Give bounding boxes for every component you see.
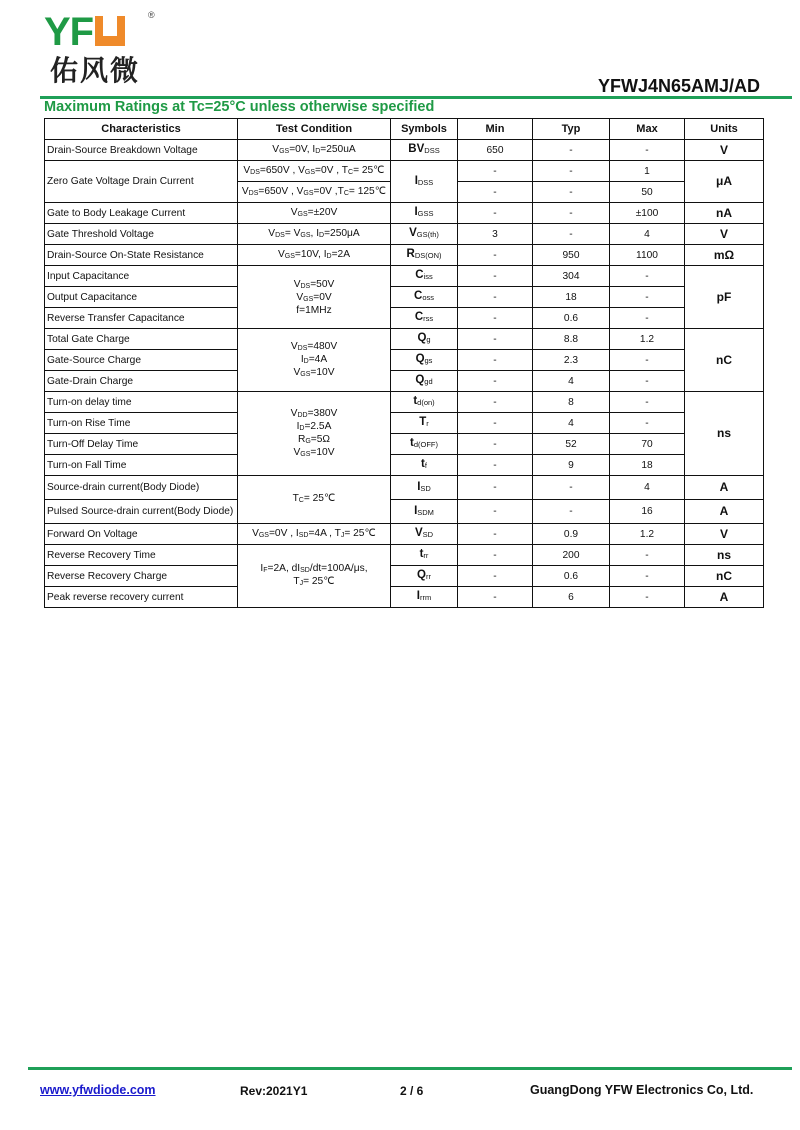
min-value-cell: - [458,329,533,350]
characteristic-cell: Zero Gate Voltage Drain Current [45,161,238,203]
part-number: YFWJ4N65AMJ/AD [597,76,760,96]
min-value-cell: - [458,203,533,224]
symbol-cell: $t_{rr}$ [391,545,458,566]
unit-cell: nA [685,203,764,224]
typ-value-cell: - [533,476,610,500]
symbol-cell: $BV_{DSS}$ [391,140,458,161]
max-value-cell: 1.2 [610,524,685,545]
test-condition-cell: $T_C=$ 25℃ [238,476,391,524]
unit-cell: V [685,224,764,245]
max-value-cell: - [610,587,685,608]
typ-value-cell: 9 [533,455,610,476]
symbol-cell: $C_{oss}$ [391,287,458,308]
column-header-max: Max [610,119,685,140]
symbol-cell: $R_{DS(ON)}$ [391,245,458,266]
typ-value-cell: 18 [533,287,610,308]
table-row [45,545,764,566]
characteristic-cell: Drain-Source Breakdown Voltage [45,140,238,161]
table-row [45,203,764,224]
characteristic-cell: Turn-on Rise Time [45,413,238,434]
page-number: 2 / 6 [400,1084,424,1098]
column-header-min: Min [458,119,533,140]
symbol-cell: $C_{iss}$ [391,266,458,287]
logo-orange-mark-icon [95,16,125,46]
section-title: Maximum Ratings at Tc=25°C unless otherwise specified [44,99,435,115]
unit-cell: V [685,524,764,545]
characteristic-cell: Forward On Voltage [45,524,238,545]
max-value-cell: 18 [610,455,685,476]
max-value-cell: 70 [610,434,685,455]
min-value-cell: - [458,500,533,524]
min-value-cell: - [458,392,533,413]
table-row [45,413,764,434]
max-value-cell: 1 [610,161,685,182]
table-row [45,224,764,245]
min-value-cell: 3 [458,224,533,245]
min-value-cell: - [458,476,533,500]
max-value-cell: ±100 [610,203,685,224]
max-value-cell: - [610,350,685,371]
min-value-cell: - [458,413,533,434]
symbol-cell: $I_{GSS}$ [391,203,458,224]
table-row [45,434,764,455]
min-value-cell: - [458,308,533,329]
characteristic-cell: Peak reverse recovery current [45,587,238,608]
table-row [45,266,764,287]
typ-value-cell: 0.6 [533,308,610,329]
table-header-row [45,119,764,140]
table-row [45,161,764,182]
symbol-cell: $Q_{gd}$ [391,371,458,392]
footer-divider [28,1067,792,1070]
typ-value-cell: 6 [533,587,610,608]
test-condition-cell: $I_F=2A$, $dI_{SD}/dt=100A/\mu s$, $T_J=$ 25℃ [238,545,391,608]
typ-value-cell: 0.6 [533,566,610,587]
typ-value-cell: 4 [533,371,610,392]
registered-mark: ® [148,10,155,20]
symbol-cell: $I_{SD}$ [391,476,458,500]
test-condition-cell: $V_{DS}= V_{GS}$, $I_D=250\mu A$ [238,224,391,245]
table-row [45,329,764,350]
table-row [45,245,764,266]
logo-yf: YF [44,10,94,54]
revision: Rev:2021Y1 [240,1084,308,1098]
characteristic-cell: Turn-Off Delay Time [45,434,238,455]
max-value-cell: - [610,287,685,308]
unit-cell: ns [685,392,764,476]
symbol-cell: $I_{rrm}$ [391,587,458,608]
logo-wordmark [44,12,125,52]
max-value-cell: - [610,266,685,287]
symbol-cell: $Q_{rr}$ [391,566,458,587]
max-value-cell: - [610,371,685,392]
table-row [45,524,764,545]
test-condition-cell: $V_{GS}=0V$ , $I_{SD}=4A$ , $T_J=$ 25℃ [238,524,391,545]
column-header-characteristics: Characteristics [45,119,238,140]
company-name: GuangDong YFW Electronics Co, Ltd. [530,1083,754,1097]
symbol-cell: $I_{DSS}$ [391,161,458,203]
company-logo [44,12,154,92]
test-condition-cell: $V_{DS}=480V$ $I_D=4A$ $V_{GS}=10V$ [238,329,391,392]
unit-cell: nC [685,329,764,392]
symbol-cell: $C_{rss}$ [391,308,458,329]
typ-value-cell: 4 [533,413,610,434]
table-row [45,140,764,161]
max-value-cell: - [610,566,685,587]
symbol-cell: $V_{SD}$ [391,524,458,545]
table-row [45,455,764,476]
characteristic-cell: Turn-on delay time [45,392,238,413]
characteristic-cell: Gate Threshold Voltage [45,224,238,245]
characteristic-cell: Output Capacitance [45,287,238,308]
unit-cell: A [685,476,764,500]
column-header-typ: Typ [533,119,610,140]
min-value-cell: - [458,245,533,266]
symbol-cell: $t_f$ [391,455,458,476]
typ-value-cell: 0.9 [533,524,610,545]
unit-cell: A [685,587,764,608]
symbol-cell: $Q_g$ [391,329,458,350]
characteristic-cell: Reverse Recovery Time [45,545,238,566]
max-value-cell: - [610,140,685,161]
typ-value-cell: 200 [533,545,610,566]
max-value-cell: 4 [610,476,685,500]
min-value-cell: - [458,524,533,545]
logo-chinese-name: 佑风微 [50,54,141,87]
max-value-cell: 16 [610,500,685,524]
test-condition-cell: $V_{GS}=0V$, $I_D=250uA$ [238,140,391,161]
test-condition-cell: $V_{DS}=50V$ $V_{GS}=0V$ f=1MHz [238,266,391,329]
min-value-cell: - [458,587,533,608]
symbol-cell: $t_{d(on)}$ [391,392,458,413]
unit-cell: V [685,140,764,161]
table-row [45,566,764,587]
typ-value-cell: - [533,224,610,245]
table-row [45,476,764,500]
max-value-cell: - [610,413,685,434]
min-value-cell: - [458,350,533,371]
column-header-test-condition: Test Condition [238,119,391,140]
characteristic-cell: Turn-on Fall Time [45,455,238,476]
test-condition-cell: $V_{GS}=\pm 20V$ [238,203,391,224]
electrical-characteristics-table [44,118,764,608]
min-value-cell: - [458,287,533,308]
symbol-cell: $I_{SDM}$ [391,500,458,524]
typ-value-cell: 950 [533,245,610,266]
typ-value-cell: - [533,203,610,224]
characteristic-cell: Reverse Recovery Charge [45,566,238,587]
characteristic-cell: Gate to Body Leakage Current [45,203,238,224]
max-value-cell: 1.2 [610,329,685,350]
max-value-cell: - [610,392,685,413]
unit-cell: nC [685,566,764,587]
unit-cell: pF [685,266,764,329]
unit-cell: ns [685,545,764,566]
characteristic-cell: Source-drain current(Body Diode) [45,476,238,500]
table-row [45,392,764,413]
max-value-cell: - [610,545,685,566]
website-link[interactable]: www.yfwdiode.com [40,1083,156,1097]
test-condition-cell: $V_{DD}=380V$ $I_D=2.5A$ $R_G=5\Omega$ $V_{GS}=10V$ [238,392,391,476]
test-condition-cell: $V_{DS}=650V$ , $V_{GS}=0V$ $,T_C=$ 125℃ [238,182,391,203]
min-value-cell: - [458,161,533,182]
typ-value-cell: - [533,500,610,524]
max-value-cell: - [610,308,685,329]
characteristic-cell: Gate-Drain Charge [45,371,238,392]
table-row [45,350,764,371]
min-value-cell: - [458,545,533,566]
max-value-cell: 1100 [610,245,685,266]
unit-cell: μA [685,161,764,203]
characteristic-cell: Drain-Source On-State Resistance [45,245,238,266]
typ-value-cell: 8.8 [533,329,610,350]
min-value-cell: - [458,566,533,587]
characteristic-cell: Gate-Source Charge [45,350,238,371]
typ-value-cell: - [533,182,610,203]
min-value-cell: 650 [458,140,533,161]
unit-cell: A [685,500,764,524]
max-value-cell: 4 [610,224,685,245]
symbol-cell: $t_{d(OFF)}$ [391,434,458,455]
min-value-cell: - [458,182,533,203]
typ-value-cell: 8 [533,392,610,413]
typ-value-cell: - [533,140,610,161]
table-row [45,587,764,608]
symbol-cell: $V_{GS(th)}$ [391,224,458,245]
column-header-symbols: Symbols [391,119,458,140]
min-value-cell: - [458,455,533,476]
characteristic-cell: Total Gate Charge [45,329,238,350]
characteristic-cell: Reverse Transfer Capacitance [45,308,238,329]
table-row [45,371,764,392]
typ-value-cell: 304 [533,266,610,287]
min-value-cell: - [458,434,533,455]
test-condition-cell: $V_{DS}=650V$ , $V_{GS}=0V$ , $T_C=$ 25℃ [238,161,391,182]
symbol-cell: $T_r$ [391,413,458,434]
symbol-cell: $Q_{gs}$ [391,350,458,371]
typ-value-cell: - [533,161,610,182]
column-header-units: Units [685,119,764,140]
typ-value-cell: 2.3 [533,350,610,371]
max-value-cell: 50 [610,182,685,203]
min-value-cell: - [458,266,533,287]
unit-cell: mΩ [685,245,764,266]
typ-value-cell: 52 [533,434,610,455]
table-row [45,308,764,329]
min-value-cell: - [458,371,533,392]
characteristic-cell: Pulsed Source-drain current(Body Diode) [45,500,238,524]
table-row [45,500,764,524]
characteristic-cell: Input Capacitance [45,266,238,287]
table-row [45,287,764,308]
test-condition-cell: $V_{GS}=10V$, $I_D=2A$ [238,245,391,266]
